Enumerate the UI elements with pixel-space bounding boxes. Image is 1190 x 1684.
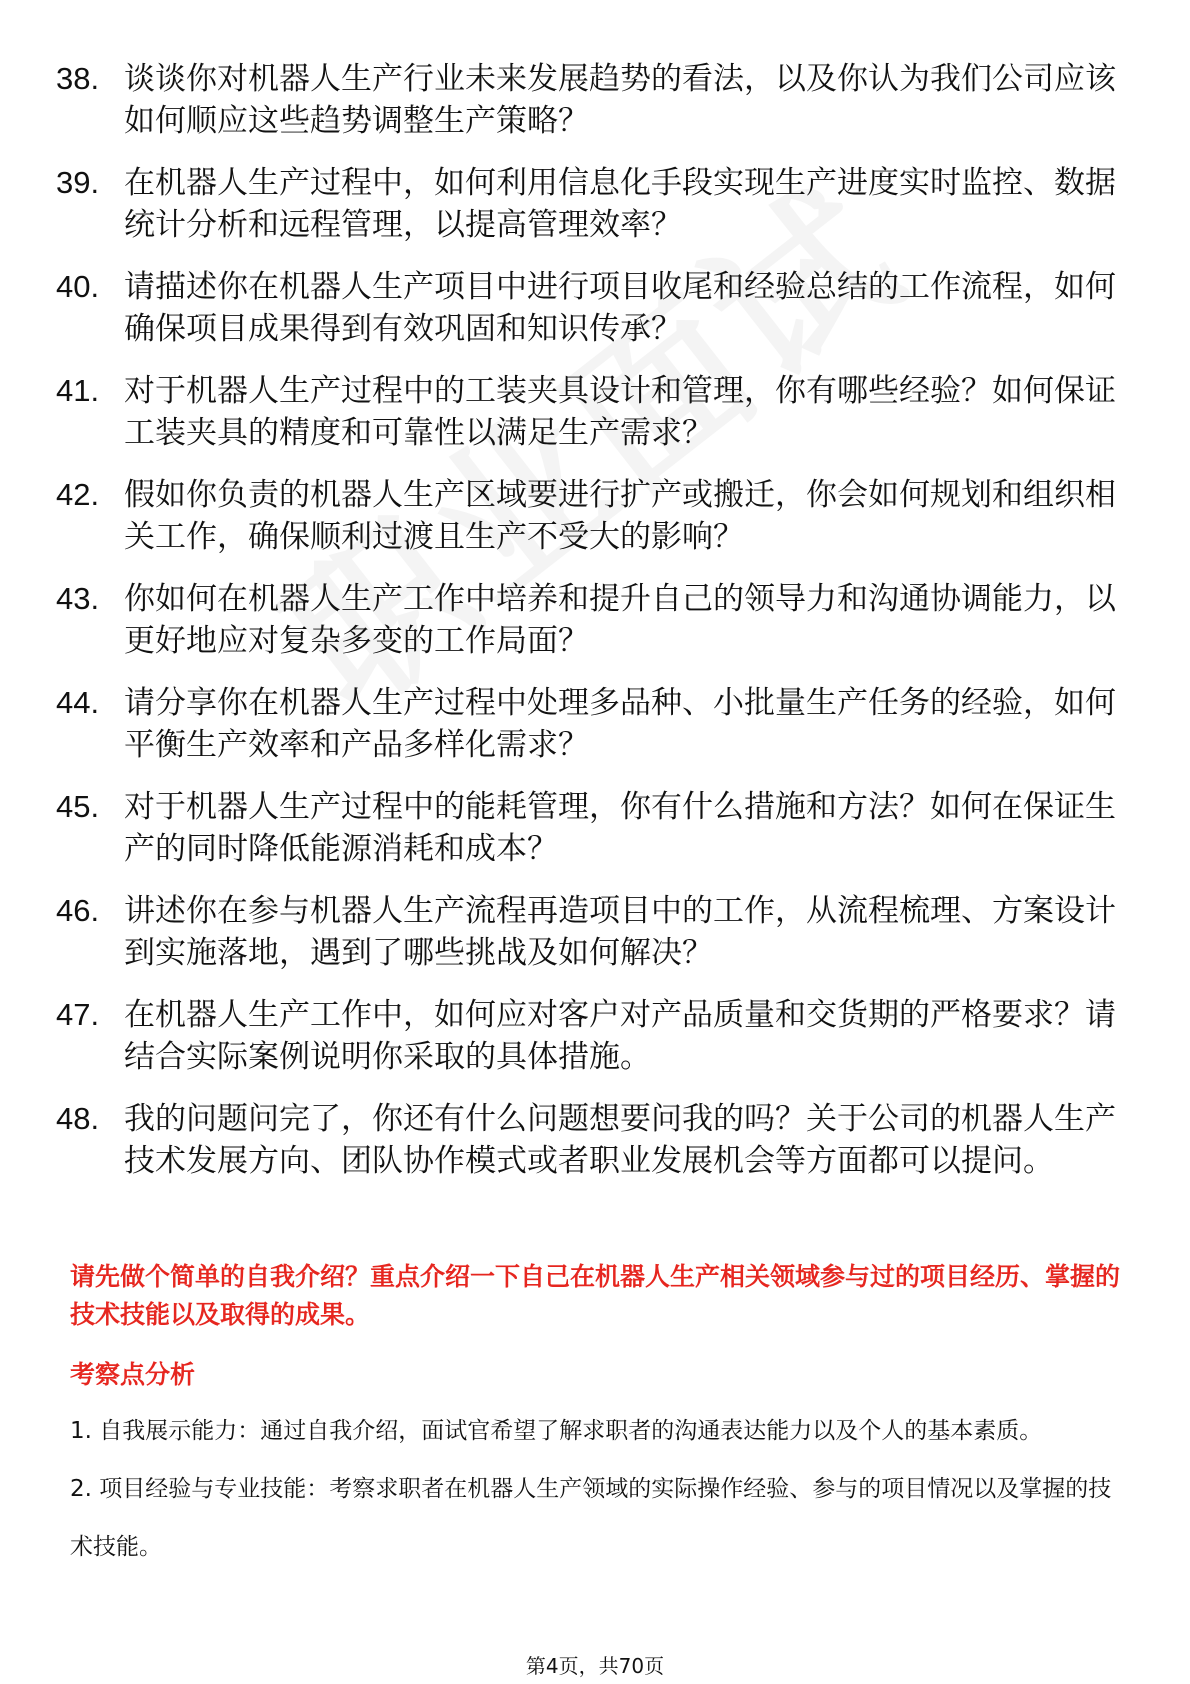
page-footer: 第4页，共70页 <box>525 1654 665 1678</box>
analysis-title: 考察点分析 <box>70 1360 196 1389</box>
question-item <box>56 474 1136 558</box>
question-item <box>56 890 1136 974</box>
question-list <box>56 58 1136 1202</box>
question-item <box>56 370 1136 454</box>
question-number: 48. <box>56 1101 100 1136</box>
question-text: 对于机器人生产过程中的能耗管理，你有什么措施和方法？如何在保证生产的同时降低能源消耗和成本？ <box>124 789 1116 867</box>
question-number: 45. <box>56 789 100 824</box>
question-number: 42. <box>56 477 100 512</box>
question-number: 40. <box>56 269 100 304</box>
question-text: 讲述你在参与机器人生产流程再造项目中的工作，从流程梳理、方案设计到实施落地，遇到了哪些挑战及如何解决？ <box>124 893 1116 971</box>
question-item <box>56 58 1136 142</box>
question-item <box>56 1098 1136 1182</box>
question-text: 请描述你在机器人生产项目中进行项目收尾和经验总结的工作流程，如何确保项目成果得到有效巩固和知识传承？ <box>124 269 1116 347</box>
question-text: 请分享你在机器人生产过程中处理多品种、小批量生产任务的经验，如何平衡生产效率和产品多样化需求？ <box>124 685 1116 763</box>
question-text: 在机器人生产过程中，如何利用信息化手段实现生产进度实时监控、数据统计分析和远程管理，以提高管理效率？ <box>124 165 1116 243</box>
question-text: 谈谈你对机器人生产行业未来发展趋势的看法，以及你认为我们公司应该如何顺应这些趋势调整生产策略？ <box>124 61 1116 139</box>
question-item <box>56 266 1136 350</box>
highlight-question: 请先做个简单的自我介绍？重点介绍一下自己在机器人生产相关领域参与过的项目经历、掌握的技术技能以及取得的成果。 <box>70 1262 1121 1329</box>
question-number: 39. <box>56 165 100 200</box>
question-number: 43. <box>56 581 100 616</box>
question-item <box>56 786 1136 870</box>
question-number: 38. <box>56 61 100 96</box>
analysis-item: 1. 自我展示能力：通过自我介绍，面试官希望了解求职者的沟通表达能力以及个人的基本素质。 <box>70 1418 1043 1444</box>
question-text: 对于机器人生产过程中的工装夹具设计和管理，你有哪些经验？如何保证工装夹具的精度和可靠性以满足生产需求？ <box>124 373 1116 451</box>
question-number: 41. <box>56 373 100 408</box>
question-number: 47. <box>56 997 100 1032</box>
question-number: 46. <box>56 893 100 928</box>
question-item <box>56 682 1136 766</box>
question-text: 你如何在机器人生产工作中培养和提升自己的领导力和沟通协调能力，以更好地应对复杂多变的工作局面？ <box>124 581 1116 659</box>
question-text: 在机器人生产工作中，如何应对客户对产品质量和交货期的严格要求？请结合实际案例说明你采取的具体措施。 <box>124 997 1116 1075</box>
question-text: 假如你负责的机器人生产区域要进行扩产或搬迁，你会如何规划和组织相关工作，确保顺利过渡且生产不受大的影响？ <box>124 477 1116 555</box>
question-item <box>56 994 1136 1078</box>
answer-section <box>70 1258 1130 1576</box>
analysis-item: 2. 项目经验与专业技能：考察求职者在机器人生产领域的实际操作经验、参与的项目情况以及掌握的技术技能。 <box>70 1476 1112 1560</box>
question-item <box>56 578 1136 662</box>
question-text: 我的问题问完了，你还有什么问题想要问我的吗？关于公司的机器人生产技术发展方向、团队协作模式或者职业发展机会等方面都可以提问。 <box>124 1101 1116 1179</box>
question-number: 44. <box>56 685 100 720</box>
question-item <box>56 162 1136 246</box>
